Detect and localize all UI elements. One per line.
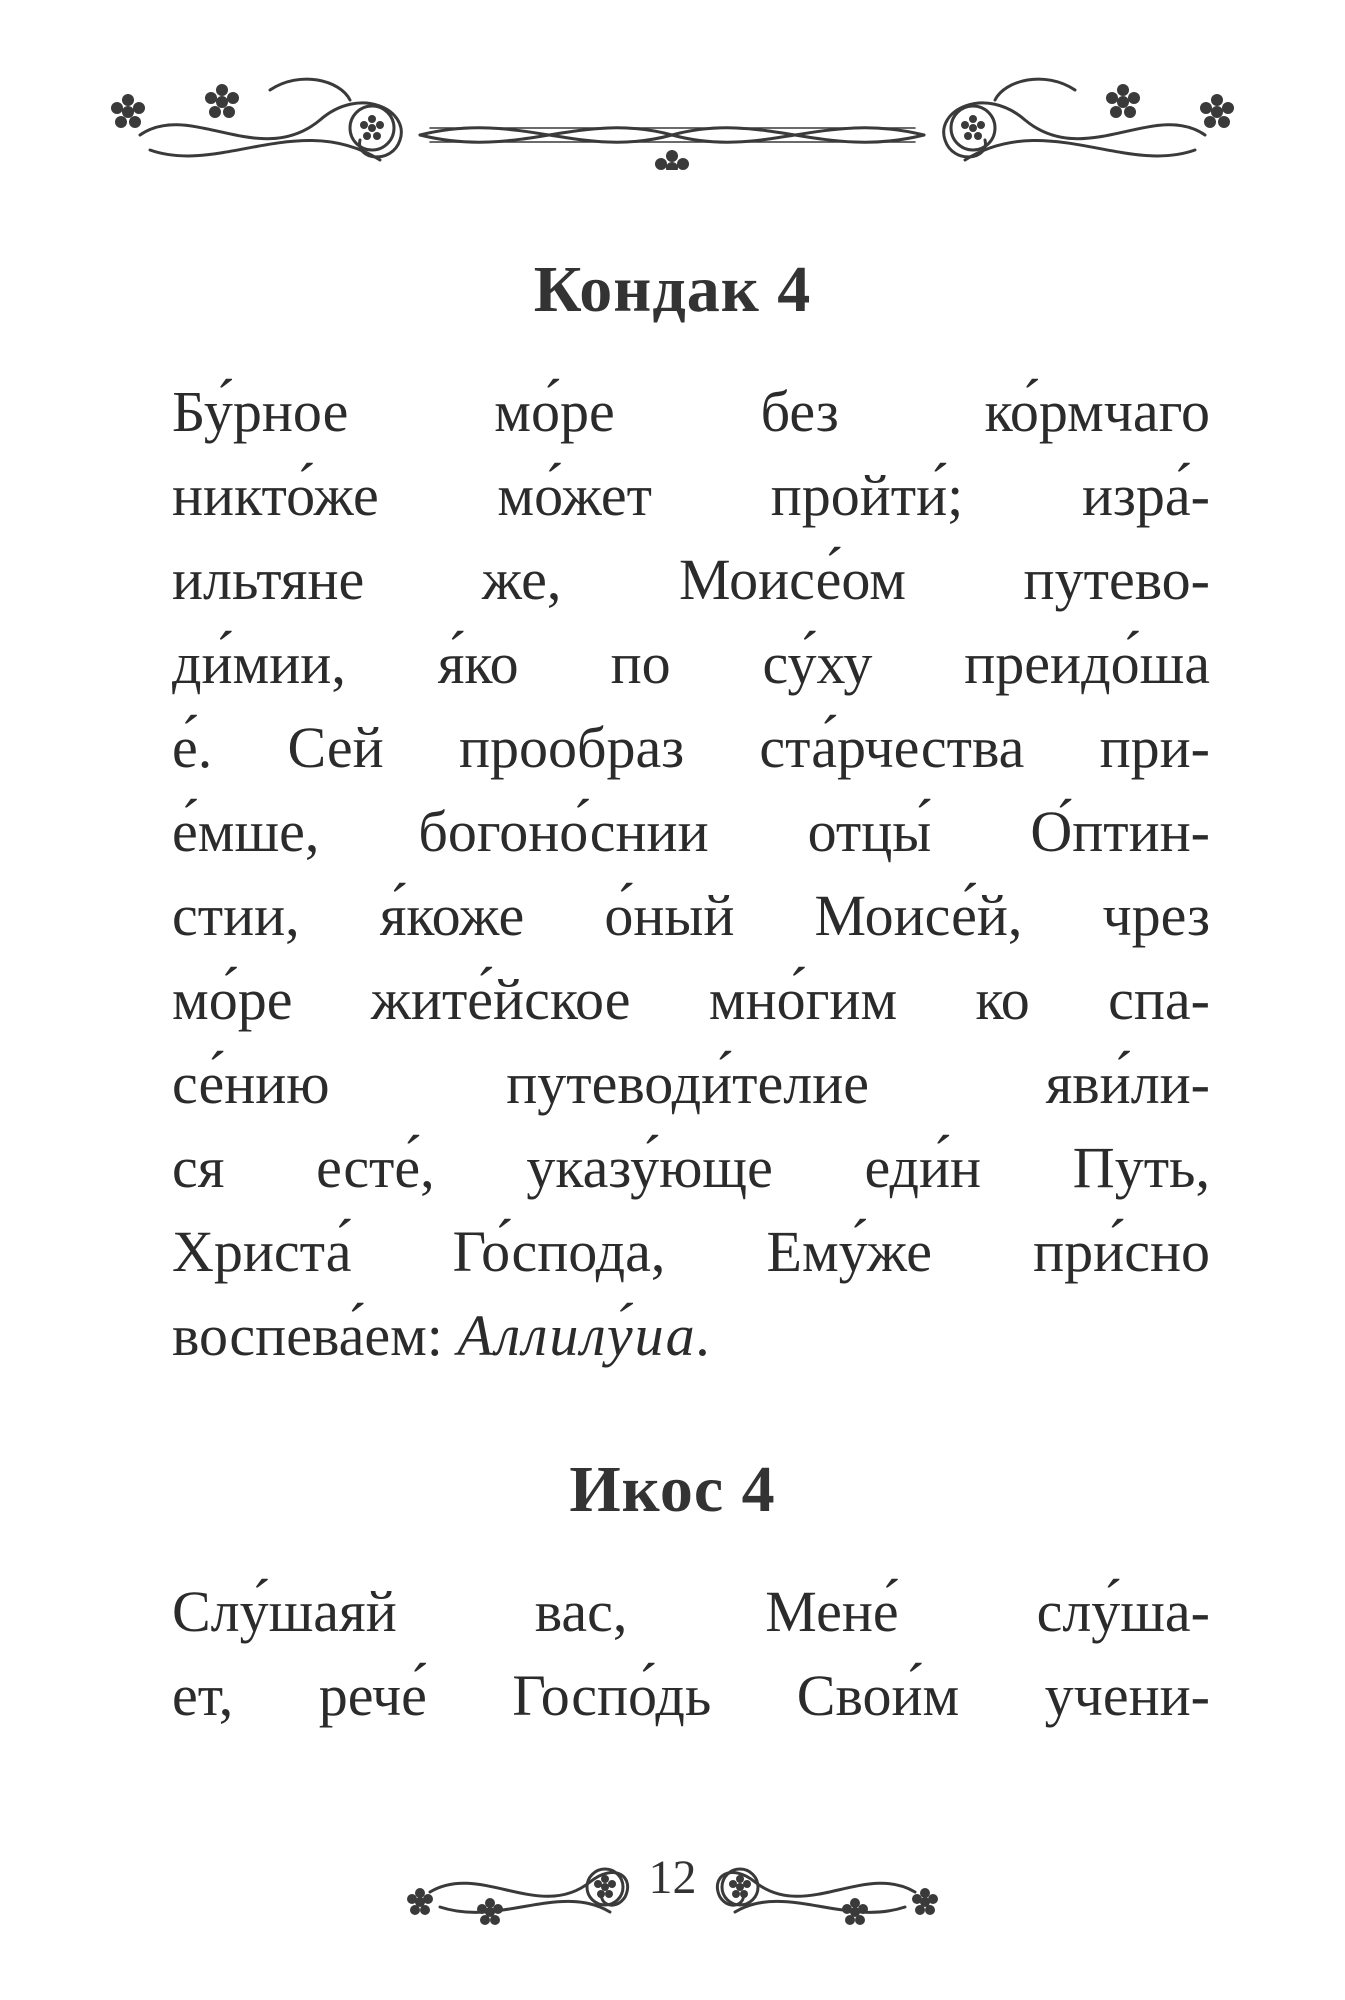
ikos-text <box>172 1570 1210 1738</box>
kontakion-line: мо́ре жите́йское мно́гим ко спа- <box>172 967 1210 1032</box>
ikos-line: Слу́шаяй вас, Мене́ слу́ша- <box>172 1579 1210 1644</box>
kontakion-line: стии, я́коже о́ный Моисе́й, чрез <box>172 883 1210 948</box>
top-ornament <box>0 40 1345 170</box>
kontakion-last-line-text: воспева́ем: <box>172 1303 458 1368</box>
kontakion-line: Христа́ Го́спода, Ему́же при́сно <box>172 1219 1210 1284</box>
kontakion-line: Бу́рное мо́ре без ко́рмчаго <box>172 379 1210 444</box>
kontakion-line: ильтяне же, Моисе́ом путево- <box>172 547 1210 612</box>
ikos-line: ет, рече́ Госпо́дь Свои́м учени- <box>172 1663 1210 1728</box>
kontakion-line: ди́мии, я́ко по су́ху преидо́ша <box>172 631 1210 696</box>
kontakion-line: е́. Сей прообраз ста́рчества при- <box>172 715 1210 780</box>
page-number: 12 <box>648 1851 697 1904</box>
kontakion-line: ся есте́, указу́юще еди́н Путь, <box>172 1135 1210 1200</box>
ikos-title: Икос 4 <box>569 1453 776 1526</box>
kontakion-title: Кондак 4 <box>533 253 812 326</box>
kontakion-line: се́нию путеводи́телие яви́ли- <box>172 1051 1210 1116</box>
kontakion-text <box>172 370 1210 1378</box>
kontakion-line: никто́же мо́жет пройти́; изра́- <box>172 463 1210 528</box>
kontakion-last-line <box>172 1294 1210 1378</box>
kontakion-line: е́мше, богоно́снии отцы́ О́птин- <box>172 799 1210 864</box>
alleluia-refrain: Аллилу́иа. <box>457 1303 714 1368</box>
